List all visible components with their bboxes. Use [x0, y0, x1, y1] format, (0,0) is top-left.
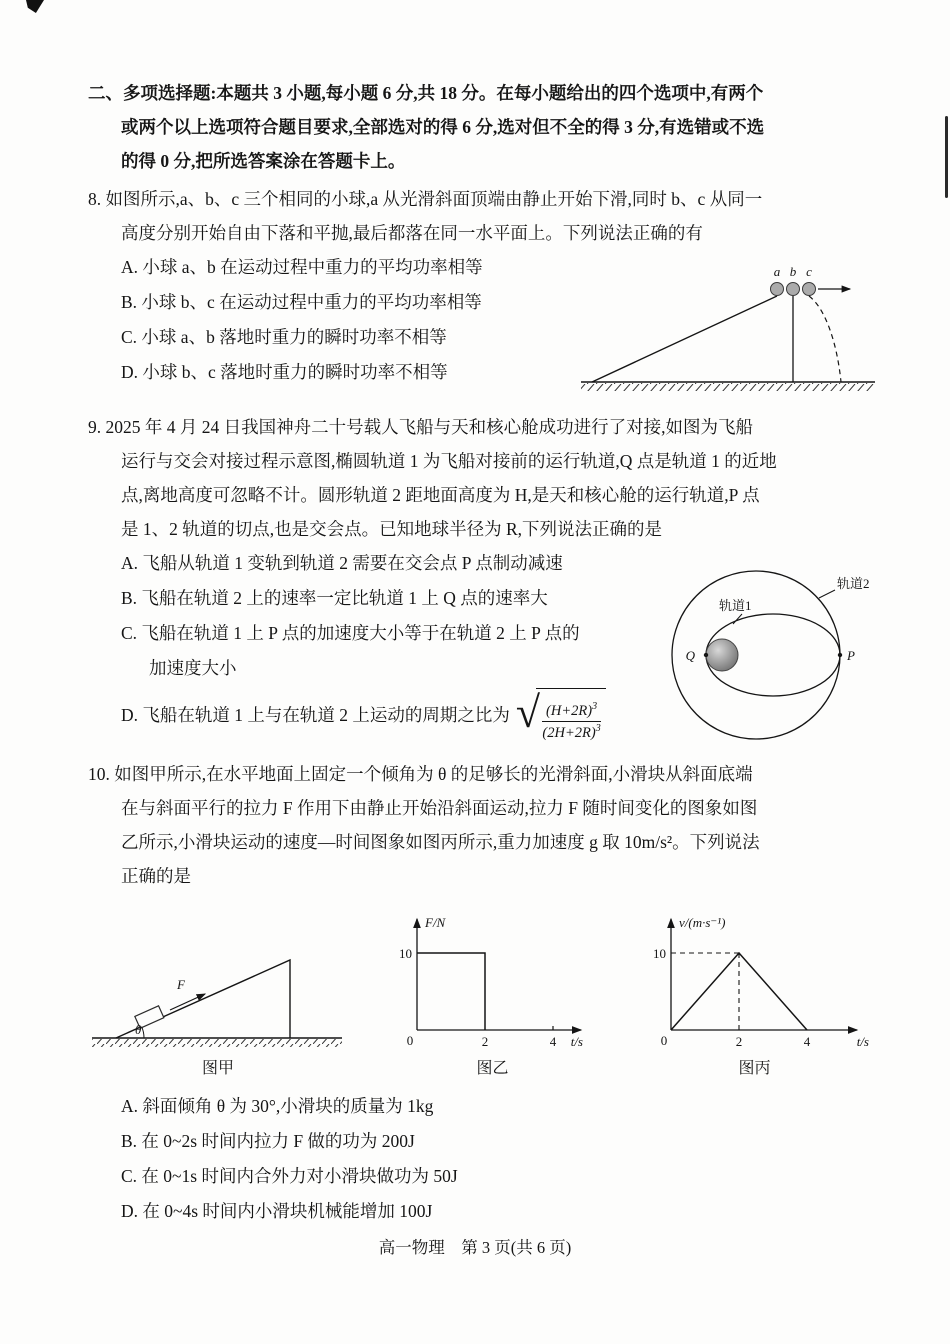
x-tick-4: 4	[549, 1034, 557, 1049]
q10-figure-bing	[637, 905, 872, 1081]
q10-figure-jia-caption: 图甲	[201, 1060, 234, 1077]
q10-stem-line1: 10. 如图甲所示,在水平地面上固定一个倾角为 θ 的足够长的光滑斜面,小滑块从斜面底端	[88, 764, 753, 784]
q9-option-d-text: D. 飞船在轨道 1 上与在轨道 2 上运动的周期之比为	[121, 704, 510, 725]
q9-stem-line1: 9. 2025 年 4 月 24 日我国神舟二十号载人飞船与天和核心舱成功进行了对接,如图为飞船	[88, 417, 753, 437]
x-tick-2: 2	[481, 1034, 489, 1049]
x-tick-2: 2	[735, 1034, 743, 1049]
q10-option-d: D. 在 0~4s 时间内小滑块机械能增加 100J	[121, 1201, 433, 1221]
q9-option-b: B. 飞船在轨道 2 上的速率一定比轨道 1 上 Q 点的速率大	[121, 588, 548, 608]
q10-stem-line3: 乙所示,小滑块运动的速度—时间图象如图丙所示,重力加速度 g 取 10m/s²。下列说法	[121, 832, 760, 852]
ball-c	[803, 283, 816, 296]
x-axis-label: t/s	[856, 1034, 869, 1049]
y-axis-label: F/N	[425, 915, 446, 930]
ball-b	[787, 283, 800, 296]
scan-artifact-right-edge	[945, 116, 948, 198]
scan-artifact-top-left	[26, 0, 44, 13]
q10-figure-yi	[385, 905, 600, 1081]
section-header-line1: 二、多项选择题:本题共 3 小题,每小题 6 分,共 18 分。在每小题给出的四个选项中,有两个	[88, 83, 764, 103]
q10-figure-yi-caption: 图乙	[476, 1060, 509, 1077]
q8-option-a: A. 小球 a、b 在运动过程中重力的平均功率相等	[121, 257, 483, 277]
angle-theta-label: θ	[135, 1022, 142, 1037]
q8-stem-line1: 8. 如图所示,a、b、c 三个相同的小球,a 从光滑斜面顶端由静止开始下滑,同时 b、c 从同一	[88, 189, 763, 209]
point-p-dot	[838, 653, 842, 657]
q10-stem-line2: 在与斜面平行的拉力 F 作用下由静止开始沿斜面运动,拉力 F 随时间变化的图象如图	[121, 798, 758, 818]
question-9	[88, 410, 878, 753]
earth	[706, 639, 738, 671]
q9-option-d	[121, 686, 643, 744]
q10-option-a: A. 斜面倾角 θ 为 30°,小滑块的质量为 1kg	[121, 1096, 434, 1116]
orbit-2-label: 轨道2	[837, 576, 870, 591]
ground-hatching	[581, 383, 875, 391]
q8-figure	[578, 256, 878, 406]
q10-option-b: B. 在 0~2s 时间内拉力 F 做的功为 200J	[121, 1131, 415, 1151]
projectile-trajectory	[809, 296, 841, 382]
q8-options-row	[88, 250, 878, 406]
angle-arc	[142, 1027, 144, 1038]
q10-velocity-time-graph	[637, 905, 872, 1055]
q9-figure	[643, 548, 878, 753]
q9-stem-line4: 是 1、2 轨道的切点,也是交会点。已知地球半径为 R,下列说法正确的是	[121, 519, 663, 539]
q10-figure-jia	[88, 940, 348, 1081]
q8-option-c: C. 小球 a、b 落地时重力的瞬时功率不相等	[121, 327, 447, 347]
q10-incline-diagram	[88, 940, 348, 1055]
q8-option-b: B. 小球 b、c 在运动过程中重力的平均功率相等	[121, 292, 482, 312]
fraction	[542, 701, 601, 742]
force-f-label: F	[177, 977, 185, 992]
q10-force-time-graph	[385, 905, 600, 1055]
q9-stem-line2: 运行与交会对接过程示意图,椭圆轨道 1 为飞船对接前的运行轨道,Q 点是轨道 1 的近地	[121, 451, 777, 471]
q9-options-row	[88, 546, 878, 753]
q9-option-c-line2: 加速度大小	[149, 658, 237, 678]
force-step-curve	[417, 953, 485, 1030]
ground-hatching	[92, 1039, 342, 1047]
ball-c-label: c	[806, 264, 812, 279]
ball-b-label: b	[789, 264, 797, 279]
fraction-numerator: $(H+2R)^3$	[542, 701, 601, 722]
point-q-label: Q	[685, 648, 695, 663]
q9-orbit-diagram	[643, 548, 878, 748]
ball-a-label: a	[773, 264, 781, 279]
question-10	[88, 757, 878, 1229]
q10-stem-line4: 正确的是	[121, 866, 191, 886]
section-header-line3: 的得 0 分,把所选答案涂在答题卡上。	[121, 151, 406, 171]
ball-a	[771, 283, 784, 296]
q8-stem-line2: 高度分别开始自由下落和平抛,最后都落在同一水平面上。下列说法正确的有	[121, 223, 703, 243]
q8-option-d: D. 小球 b、c 落地时重力的瞬时功率不相等	[121, 362, 448, 382]
x-axis-label: t/s	[570, 1034, 583, 1049]
point-q-dot	[704, 653, 708, 657]
q9-option-a: A. 飞船从轨道 1 变轨到轨道 2 需要在交会点 P 点制动减速	[121, 553, 563, 573]
q10-options	[88, 1089, 878, 1229]
point-p-label: P	[847, 648, 855, 663]
orbit-2-circle	[672, 571, 840, 739]
y-tick-10: 10	[399, 946, 412, 961]
radical-sign: √	[515, 687, 541, 737]
origin-label: 0	[660, 1033, 668, 1048]
incline-surface	[592, 296, 777, 382]
radical-body	[536, 688, 606, 741]
q10-option-c: C. 在 0~1s 时间内合外力对小滑块做功为 50J	[121, 1166, 458, 1186]
q8-incline-diagram	[578, 256, 878, 401]
fraction-denominator: $(2H+2R)^3$	[542, 722, 601, 741]
q10-figures-row	[88, 905, 872, 1081]
origin-label: 0	[406, 1033, 414, 1048]
orbit-1-label: 轨道1	[719, 598, 752, 613]
force-f-arrow	[170, 994, 205, 1010]
q9-stem-line3: 点,离地高度可忽略不计。圆形轨道 2 距地面高度为 H,是天和核心舱的运行轨道,P 点	[121, 485, 760, 505]
y-axis-label: v/(m·s⁻¹)	[679, 915, 726, 930]
q8-options	[88, 250, 578, 390]
y-tick-10: 10	[653, 946, 666, 961]
orbit-2-leader-line	[819, 590, 835, 598]
q9-period-ratio-formula	[516, 688, 606, 741]
q9-options	[88, 546, 643, 744]
q9-option-c-line1: C. 飞船在轨道 1 上 P 点的加速度大小等于在轨道 2 上 P 点的	[121, 623, 580, 643]
q10-figure-bing-caption: 图丙	[738, 1060, 771, 1077]
section-header-line2: 或两个以上选项符合题目要求,全部选对的得 6 分,选对但不全的得 3 分,有选错或不选	[121, 117, 765, 137]
section-header	[88, 76, 878, 178]
question-8	[88, 182, 878, 406]
page-footer: 高一物理 第 3 页(共 6 页)	[378, 1238, 572, 1257]
x-tick-4: 4	[803, 1034, 811, 1049]
